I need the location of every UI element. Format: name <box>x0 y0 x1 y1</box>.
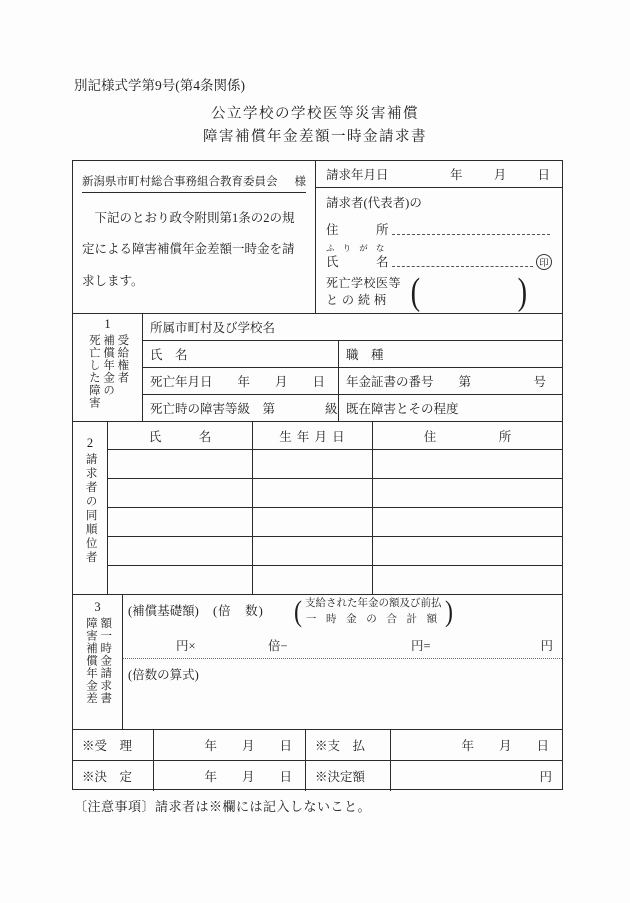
close-paren: ) <box>444 595 453 629</box>
section-2-number: 2 <box>86 436 94 450</box>
co-claimants-table <box>108 422 562 594</box>
row-name-occupation <box>143 340 562 367</box>
empty-name-cell <box>108 566 253 594</box>
header-address: 住 所 <box>423 429 512 444</box>
name-label: 氏 名 <box>326 255 389 269</box>
header-name: 氏 名 <box>108 422 253 449</box>
recipient-honorific: 様 <box>294 176 306 188</box>
relation-label-line2: と の 続 柄 <box>326 293 387 307</box>
section-1-grid <box>143 314 562 421</box>
claimant-cell <box>316 161 562 313</box>
yen-label: 円 <box>540 639 553 653</box>
vlabel-col: 補償年金の <box>102 334 115 397</box>
payment-date: 年 月 日 <box>391 730 562 761</box>
name-fill-line <box>392 255 533 267</box>
base-amount-label: (補償基礎額) <box>128 604 199 618</box>
day-unit: 日 <box>537 168 550 182</box>
co-claimant-row <box>108 566 562 594</box>
month-unit: 月 <box>493 168 507 182</box>
year-unit: 年 <box>450 168 463 182</box>
decision-label: ※決 定 <box>73 761 154 792</box>
sum-label-line1: 支給された年金の額及び前払 <box>305 598 442 609</box>
death-date-label: 死亡年月日 年 月 日 <box>143 368 339 394</box>
empty-birthdate-cell <box>253 479 373 507</box>
co-claimant-row <box>108 450 562 479</box>
calculation-row <box>123 595 562 659</box>
decision-amount-unit: 円 <box>539 769 552 784</box>
section-2-co-claimants <box>73 421 562 594</box>
paid-pension-sum-group <box>293 596 454 629</box>
section-1-vertical-text <box>87 334 129 409</box>
claimant-header: 請求者(代表者)の <box>326 196 422 210</box>
vlabel-col: 死亡した障害 <box>87 334 100 409</box>
request-date-units <box>450 165 552 183</box>
address-row <box>326 220 552 238</box>
multiplier-label: (倍 数) <box>213 604 264 618</box>
receipt-label: ※受 理 <box>73 730 154 761</box>
empty-name-cell <box>108 450 253 478</box>
relation-label <box>326 275 401 310</box>
preexisting-disability-label: 既在障害とその程度 <box>346 402 459 416</box>
multiplier-formula-area <box>123 659 562 729</box>
pension-certificate-label: 年金証書の番号 第 号 <box>346 375 547 389</box>
request-date-row <box>316 161 562 188</box>
receipt-date: 年 月 日 <box>154 730 306 761</box>
yen-times-label: 円× <box>176 639 196 653</box>
relation-row <box>326 273 552 311</box>
empty-name-cell <box>108 479 253 507</box>
recipient-cell <box>73 161 316 313</box>
multiplier-formula-label: (倍数の算式) <box>128 668 199 682</box>
empty-address-cell <box>373 479 562 507</box>
address-label: 住 所 <box>326 223 389 237</box>
empty-birthdate-cell <box>253 508 373 536</box>
relation-label-line1: 死亡学校医等 <box>326 275 402 290</box>
office-use-section <box>73 729 562 791</box>
empty-name-cell <box>108 537 253 565</box>
empty-address-cell <box>373 566 562 594</box>
section-1-deceased-pensioner <box>73 313 562 421</box>
address-fill-line <box>392 223 550 235</box>
co-claimant-row <box>108 508 562 537</box>
co-claimant-row <box>108 479 562 508</box>
recipient-line <box>82 173 306 193</box>
form-title-line2: 障害補償年金差額一時金請求書 <box>203 129 427 145</box>
vlabel-col: 受給権者 <box>116 334 129 384</box>
row-school-name <box>143 314 562 340</box>
co-claimant-row <box>108 537 562 566</box>
header-birthdate: 生 年 月 日 <box>253 422 373 449</box>
furigana-label: ふ り が な <box>326 243 388 253</box>
caution-note: 〔注意事項〕請求者は※欄には記入しないこと。 <box>74 799 372 814</box>
empty-address-cell <box>373 537 562 565</box>
section-3-vertical-text <box>84 617 111 705</box>
form-number: 別記様式学第9号(第4条関係) <box>74 78 245 93</box>
open-paren: ( <box>294 595 302 629</box>
disability-grade-label: 死亡時の障害等級 第 級 <box>143 395 339 421</box>
section-2-label <box>73 422 108 594</box>
empty-address-cell <box>373 508 562 536</box>
sum-label-line2: 一 時 金 の 合 計 額 <box>305 614 441 626</box>
empty-birthdate-cell <box>253 537 373 565</box>
section-1-label <box>73 314 143 421</box>
school-name-label: 所属市町村及び学校名 <box>150 321 276 335</box>
vlabel-col: 障害補償年金差 <box>85 617 97 705</box>
section-2-vertical-text: 請求者の同順位者 <box>84 453 97 565</box>
section-1-number: 1 <box>104 317 111 331</box>
decision-amount-label: ※決定額 <box>306 761 391 792</box>
section-3-label <box>73 595 123 729</box>
name-row <box>326 252 552 270</box>
empty-birthdate-cell <box>253 450 373 478</box>
seal-mark-icon: 印 <box>536 254 552 270</box>
occupation-label: 職 種 <box>346 348 384 362</box>
empty-birthdate-cell <box>253 566 373 594</box>
empty-name-cell <box>108 508 253 536</box>
recipient-name: 新潟県市町村総合事務組合教育委員会 <box>82 176 278 188</box>
paid-pension-sum-label <box>305 596 442 629</box>
co-claimants-header-row <box>108 422 562 450</box>
decision-date: 年 月 日 <box>154 761 306 792</box>
payment-label: ※支 払 <box>306 730 391 761</box>
deceased-name-label: 氏 名 <box>143 341 339 367</box>
claimant-block <box>316 188 562 313</box>
form-table <box>72 160 563 790</box>
close-paren: ) <box>517 271 527 313</box>
header-section <box>73 161 562 313</box>
times-minus-label: 倍− <box>268 639 288 653</box>
request-date-label: 請求年月日 <box>326 168 389 182</box>
claim-amount-content <box>123 595 562 729</box>
empty-address-cell <box>373 450 562 478</box>
form-title-line1: 公立学校の学校医等災害補償 <box>211 106 419 122</box>
open-paren: ( <box>410 271 421 313</box>
section-3-number: 3 <box>94 600 101 614</box>
row-disability-grade <box>143 394 562 421</box>
section-3-claim-amount <box>73 594 562 729</box>
vlabel-col: 額一時金請求書 <box>99 617 112 705</box>
yen-equals-label: 円= <box>411 639 431 653</box>
row-death-date-certificate <box>143 367 562 394</box>
request-statement: 下記のとおり政令附則第1条の2の規定による障害補償年金差額一時金を請求します。 <box>82 211 295 288</box>
